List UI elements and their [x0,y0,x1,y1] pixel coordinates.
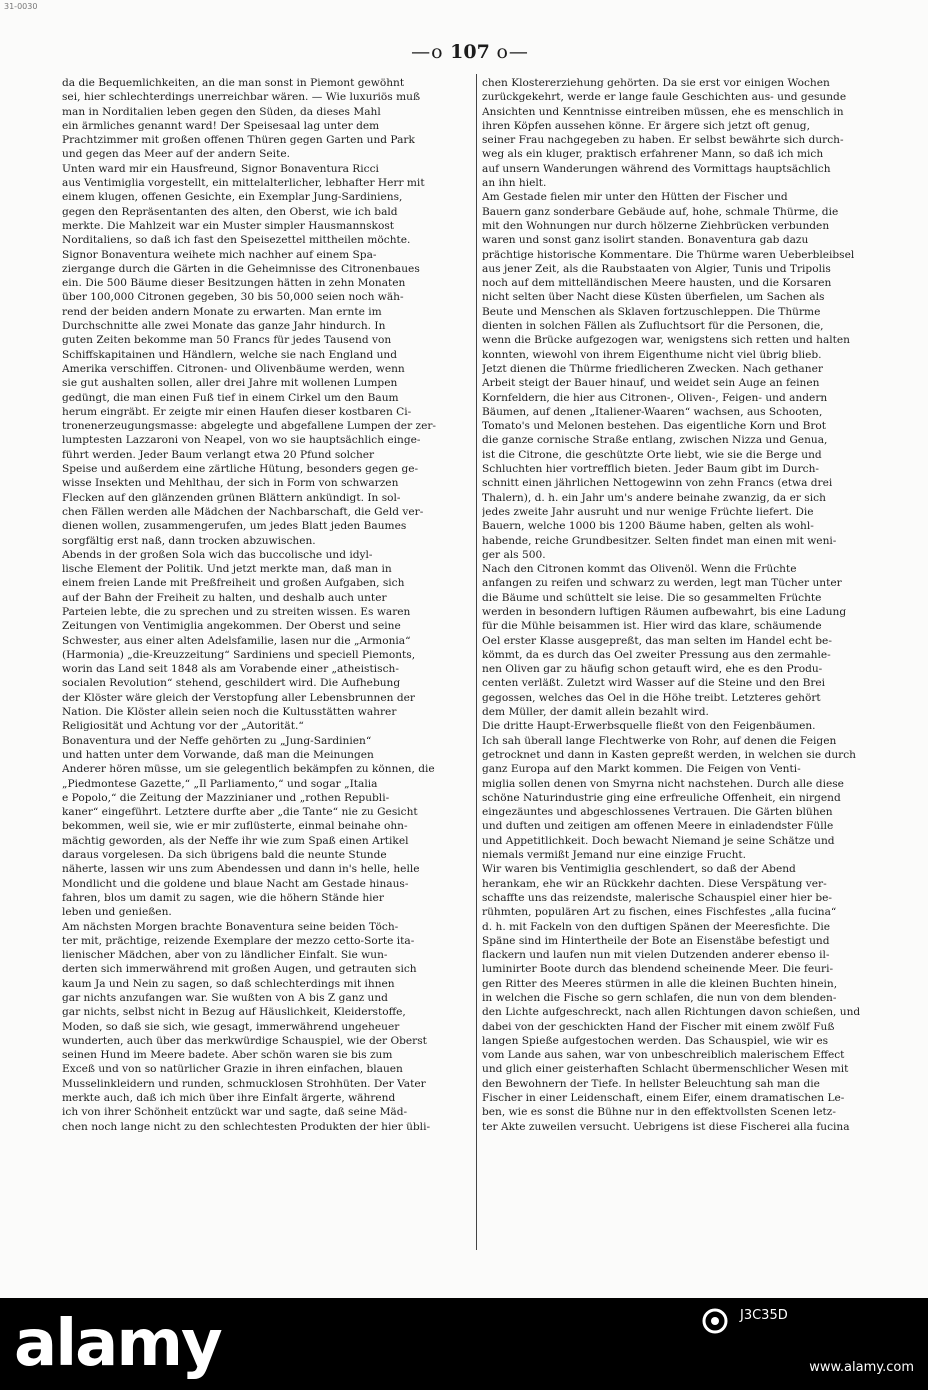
text-line: guten Zeiten bekomme man 50 Francs für jedes Tausend von [62,334,392,347]
text-line: den Bewohnern der Tiefe. In hellster Beleuchtung sah man die [482,1077,820,1090]
text-line: Am Gestade fielen mir unter den Hütten der Fischer und [482,191,788,204]
text-line: gegen den Repräsentanten des alten, den Oberst, wie ich bald [62,205,398,218]
text-line: Norditaliens, so daß ich fast den Speisezettel mittheilen möchte. [62,234,411,247]
text-line: ziergange durch die Gärten in die Geheimnisse des Citronenbaues [62,262,420,275]
text-line: chen Fällen werden alle Mädchen der Nachbarschaft, die Geld ver- [62,505,424,518]
text-line: ganz Europa auf den Markt kommen. Die Feigen von Venti- [482,763,801,776]
text-line: niemals vermißt Jemand nur eine einzige Frucht. [482,849,747,862]
text-line: lienischer Mädchen, aber von zu ländlicher Einfalt. Sie wun- [62,949,388,962]
text-line: Späne sind im Hintertheile der Bote an Eisenstäbe befestigt und [482,934,830,947]
text-line: sorgfältig erst naß, dann trocken abzuwischen. [62,534,316,547]
text-line: dienten in solchen Fällen als Zufluchtsort für die Personen, die, [482,320,824,333]
text-line: Beute und Menschen als Sklaven fortzuschleppen. Die Thürme [482,305,821,318]
text-line: schnitt einen jährlichen Nettogewinn von zehn Francs (etwa drei [482,477,833,490]
text-line: leben und genießen. [62,906,172,919]
text-line: Moden, so daß sie sich, wie gesagt, immerwährend ungeheuer [62,1020,400,1033]
text-line: die ganze cornische Straße entlang, zwischen Nizza und Genua, [482,434,828,447]
page-number: 107 [450,41,490,63]
text-line: Bäumen, auf denen „Italiener-Waaren“ wachsen, aus Schooten, [482,405,823,418]
text-line: Religiosität und Achtung vor der „Autorität.“ [62,720,304,733]
text-line: für die Mühle beisammen ist. Hier wird das klare, schäumende [482,620,822,633]
text-line: wenn die Brücke aufgezogen war, wenigstens sich retten und halten [482,334,850,347]
text-line: nen Oliven gar zu häufig schon getauft wird, ehe es den Produ- [482,663,823,676]
text-line: mächtig geworden, als der Neffe ihr wie zum Spaß einen Artikel [62,834,409,847]
page-header [60,40,880,64]
text-line: rend der beiden andern Monate zu erwarten. Man ernte im [62,305,382,318]
text-line: führt werden. Jeder Baum verlangt etwa 20 Pfund solcher [62,448,375,461]
text-line: anfangen zu reifen und schwarz zu werden, legt man Tücher unter [482,577,842,590]
text-line: wisse Insekten und Mehlthau, der sich in Form von schwarzen [62,477,399,490]
text-line: den Lichte aufgeschreckt, nach allen Richtungen davon schießen, und [482,1006,861,1019]
text-line: Ich sah überall lange Flechtwerke von Rohr, auf denen die Feigen [482,734,837,747]
text-line: Unten ward mir ein Hausfreund, Signor Bonaventura Ricci [62,162,379,175]
text-line: Prachtzimmer mit großen offenen Thüren gegen Garten und Park [62,134,415,147]
text-line: ben, wie es sonst die Bühne nur in den effektvollsten Scenen letz- [482,1106,836,1119]
text-line: Schluchten hier vortrefflich bieten. Jeder Baum gibt im Durch- [482,463,820,476]
brand-logo: alamy [14,1307,221,1381]
text-line: Abends in der großen Sola wich das buccolische und idyl- [62,548,373,561]
text-line: mit den Wohnungen nur durch hölzerne Ziehbrücken verbunden [482,219,830,232]
text-line: langen Spieße aufgestochen werden. Das Schauspiel, wie wir es [482,1034,829,1047]
text-line: über 100,000 Citronen gegeben, 30 bis 50,000 seien noch wäh- [62,291,404,304]
text-line: ein ärmliches genannt ward! Der Speisesaal lag unter dem [62,119,380,132]
text-line: Exceß und von so natürlicher Grazie in ihren einfachen, blauen [62,1063,403,1076]
text-line: Amerika verschiffen. Citronen- und Olivenbäume werden, wenn [62,362,405,375]
text-line: chen noch lange nicht zu den schlechtesten Produkten der hier übli- [62,1120,431,1133]
text-line: dabei von der geschickten Hand der Fischer mit einem zwölf Fuß [482,1020,835,1033]
text-line: schöne Naturindustrie ging eine erfreuliche Offenheit, ein nirgend [482,791,841,804]
text-line: einem klugen, offenen Gesichte, ein Exemplar Jung-Sardiniens, [62,191,403,204]
text-line: socialen Revolution“ stehend, geschildert wird. Die Aufhebung [62,677,401,690]
text-line: auf der Bahn der Freiheit zu halten, und deshalb auch unter [62,591,387,604]
text-line: getrocknet und dann in Kasten gepreßt werden, in welchen sie durch [482,748,856,761]
text-line: herum eingräbt. Er zeigte mir einen Haufen dieser kostbaren Ci- [62,405,412,418]
text-line: ich von ihrer Schönheit entzückt war und sagte, daß seine Mäd- [62,1106,408,1119]
text-line: lische Element der Politik. Und jetzt merkte man, daß man in [62,563,392,576]
text-line: Kornfeldern, die hier aus Citronen-, Oliven-, Feigen- und andern [482,391,828,404]
left-column [62,76,470,1248]
text-line: Nation. Die Klöster allein seien noch die Kultusstätten wahrer [62,706,397,719]
text-line: an ihn hielt. [482,177,547,190]
stock-image-id: J3C35D [740,1308,788,1323]
text-line: gedüngt, die man einen Fuß tief in einem Cirkel um den Baum [62,391,399,404]
text-line: centen verläßt. Zuletzt wird Wasser auf die Steine und den Brei [482,677,826,690]
text-line: konnten, wiewohl von ihrem Eigenthume nicht viel übrig blieb. [482,348,822,361]
text-line: und hatten unter dem Vorwande, daß man die Meinungen [62,748,374,761]
text-line: „Piedmontese Gazette,“ „Il Parliamento,“ und sogar „Italia [62,777,378,790]
text-line: fahren, blos um damit zu sagen, wie die höhern Stände hier [62,891,384,904]
text-line: luminirter Boote durch das blendend scheinende Meer. Die feuri- [482,963,834,976]
text-line: Zeitungen von Ventimiglia angekommen. Der Oberst und seine [62,620,401,633]
stock-url: www.alamy.com [809,1360,914,1375]
text-line: Bonaventura und der Neffe gehörten zu „Jung-Sardinien“ [62,734,372,747]
text-line: Am nächsten Morgen brachte Bonaventura seine beiden Töch- [62,920,399,933]
text-line: habende, reiche Grundbesitzer. Selten findet man einen mit weni- [482,534,837,547]
text-line: ger als 500. [482,548,546,561]
text-line: gen Ritter des Meeres stürmen in alle die kleinen Buchten hinein, [482,977,838,990]
text-line: weg als ein kluger, praktisch erfahrener Mann, so daß ich mich [482,148,824,161]
text-line: Speise und außerdem eine zärtliche Hütung, besonders gegen ge- [62,463,419,476]
text-line: Die dritte Haupt-Erwerbsquelle fließt von den Feigenbäumen. [482,720,816,733]
header-dash-left: —o [411,41,444,63]
text-line: werden in besondern luftigen Räumen aufbewahrt, bis eine Ladung [482,605,847,618]
text-line: kaum Ja und Nein zu sagen, so daß schlechterdings mit ihnen [62,977,395,990]
text-line: prächtige historische Kommentare. Die Thürme waren Ueberbleibsel [482,248,855,261]
text-line: und gegen das Meer auf der andern Seite. [62,148,290,161]
text-line: sei, hier schlechterdings unerreichbar wären. — Wie luxuriös muß [62,91,421,104]
text-line: merkte. Die Mahlzeit war ein Muster simpler Hausmannskost [62,219,395,232]
text-line: sie gut aushalten sollen, aller drei Jahre mit wollenen Lumpen [62,377,398,390]
text-line: Durchschnitte alle zwei Monate das ganze Jahr hindurch. In [62,320,386,333]
text-line: eingezäuntes und abgeschlossenes Vertrauen. Die Gärten blühen [482,806,833,819]
text-line: gegossen, welches das Oel in die Höhe treibt. Letzteres gehört [482,691,821,704]
text-line: herankam, ehe wir an Rückkehr dachten. Diese Verspätung ver- [482,877,827,890]
text-line: flackern und laufen nun mit vielen Dutzenden anderer ebenso il- [482,949,830,962]
text-line: Fischer in einer Leidenschaft, einem Eifer, einem dramatischen Le- [482,1092,845,1105]
text-line: ter Akte zuweilen versucht. Uebrigens ist diese Fischerei alla fucina [482,1120,850,1133]
text-line: Schwester, aus einer alten Adelsfamilie, lasen nur die „Armonia“ [62,634,411,647]
text-line: der Klöster wäre gleich der Verstopfung aller Lebensbrunnen der [62,691,415,704]
text-line: Tomato's und Melonen bestehen. Das eigentliche Korn und Brot [482,420,827,433]
text-line: seinen Hund im Meere badete. Aber schön waren sie bis zum [62,1049,393,1062]
text-line: dienen wollen, zusammengerufen, um jedes Blatt jeden Baumes [62,520,407,533]
text-line: vom Lande aus sahen, war von unbeschreiblich malerischem Effect [482,1049,845,1062]
text-line: bekommen, weil sie, wie er mir zuflüsterte, einmal beinahe ohn- [62,820,408,833]
text-line: aus jener Zeit, als die Raubstaaten von Algier, Tunis und Tripolis [482,262,831,275]
text-line: e Popolo,“ die Zeitung der Mazzinianer und „rothen Republi- [62,791,390,804]
text-line: Bauern, welche 1000 bis 1200 Bäume haben, gelten als wohl- [482,520,814,533]
text-line: Jetzt dienen die Thürme friedlicheren Zwecken. Nach gethaner [482,362,823,375]
text-line: ist die Citrone, die geschützte Orte liebt, wie sie die Berge und [482,448,822,461]
text-line: jedes zweite Jahr ausruht und nur wenige Früchte liefert. Die [482,505,814,518]
text-line: die Bäume und schüttelt sie leise. Die so gesammelten Früchte [482,591,822,604]
text-line: Nach den Citronen kommt das Olivenöl. Wenn die Früchte [482,563,797,576]
text-line: gar nichts anzufangen war. Sie wußten von A bis Z ganz und [62,992,388,1004]
text-line: Arbeit steigt der Bauer hinauf, und weidet sein Auge an feinen [482,377,820,390]
column-divider [476,74,477,1250]
header-dash-right: o— [496,41,529,63]
sheet-id: 31-0030 [4,2,38,11]
text-line: näherte, lassen wir uns zum Abendessen und dann in's helle, helle [62,863,420,876]
text-line: kaner“ eingeführt. Letztere durfte aber „die Tante“ nie zu Gesicht [62,806,418,819]
text-line: und Appetitlichkeit. Doch bewacht Niemand je seine Schätze und [482,834,835,847]
text-line: Flecken auf den glänzenden grünen Blättern ankündigt. In sol- [62,491,401,504]
text-line: Mondlicht und die goldene und blaue Nacht am Gestade hinaus- [62,877,409,890]
text-line: tronenerzeugungsmasse: abgelegte und abgefallene Lumpen der zer- [62,420,436,433]
watermark-bar [0,1298,928,1390]
text-line: rühmten, populären Art zu fischen, eines Fischfestes „alla fucina“ [482,906,837,919]
text-line: ihren Köpfen aussehen könne. Er ärgere sich jetzt oft genug, [482,119,810,132]
text-line: lumptesten Lazzaroni von Neapel, von wo sie hauptsächlich einge- [62,434,421,447]
text-line: und duften und zeitigen am offenen Meere in einladendster Fülle [482,820,834,833]
text-line: dem Müller, der damit allein bezahlt wird. [482,706,709,719]
text-line: Bauern ganz sonderbare Gebäude auf, hohe, schmale Thürme, die [482,205,839,218]
text-line: d. h. mit Fackeln von den duftigen Spänen der Meeresfichte. Die [482,920,830,933]
text-line: Thalern), d. h. ein Jahr um's andere beinahe zwanzig, da er sich [482,491,826,504]
right-column [482,76,880,1248]
text-line: merkte auch, daß ich mich über ihre Einfalt ärgerte, während [62,1092,396,1105]
text-line: Musselinkleidern und runden, schmucklosen Strohhüten. Der Vater [62,1077,426,1090]
text-line: Signor Bonaventura weihete mich nachher auf einem Spa- [62,248,377,261]
text-line: seiner Frau nachgegeben zu haben. Er selbst bewährte sich durch- [482,134,844,147]
text-line: (Harmonia) „die-Kreuzzeitung“ Sardiniens und speciell Piemonts, [62,648,416,661]
text-line: Wir waren bis Ventimiglia geschlendert, so daß der Abend [482,863,796,876]
text-line: noch auf dem mittelländischen Meere hausten, und die Korsaren [482,277,832,290]
text-line: daraus vorgelesen. Da sich übrigens bald die neunte Stunde [62,849,387,862]
text-line: zurückgekehrt, werde er lange faule Geschichten aus- und gesunde [482,91,847,104]
text-line: aus Ventimiglia vorgestellt, ein mittelalterlicher, lebhafter Herr mit [62,177,425,190]
text-line: Parteien lebte, die zu sprechen und zu streiten wissen. Es waren [62,605,411,618]
text-line: gar nichts, selbst nicht in Bezug auf Häuslichkeit, Kleiderstoffe, [62,1006,406,1019]
text-line: kömmt, da es durch das Oel zweiter Pressung aus den zermahle- [482,648,831,661]
text-line: derten sich immerwährend mit großen Augen, und getrauten sich [62,963,417,976]
text-line: nicht selten über Nacht diese Küsten überfielen, um Sachen als [482,291,825,304]
text-line: in welchen die Fische so gern schlafen, die nun von dem blenden- [482,992,837,1004]
text-line: miglia sollen denen von Smyrna nicht nachstehen. Durch alle diese [482,777,844,790]
text-line: da die Bequemlichkeiten, an die man sonst in Piemont gewöhnt [62,77,405,89]
text-line: ein. Die 500 Bäume dieser Besitzungen hätten in zehn Monaten [62,277,406,290]
text-line: Oel erster Klasse ausgepreßt, das man selten im Handel echt be- [482,634,832,647]
text-line: Ansichten und Kenntnisse eintreiben müssen, ehe es menschlich in [482,105,844,118]
text-line: chen Klostererziehung gehörten. Da sie erst vor einigen Wochen [482,77,830,89]
text-line: waren und sonst ganz isolirt standen. Bonaventura gab dazu [482,234,809,247]
text-line: worin das Land seit 1848 als am Vorabende einer „atheistisch- [62,663,399,676]
text-line: Anderer hören müsse, um sie gelegentlich bekämpfen zu können, die [62,763,435,776]
text-line: schaffte uns das reizendste, malerische Schauspiel einer hier be- [482,891,832,904]
text-line: und glich einer geisterhaften Schlacht übermenschlicher Wesen mit [482,1063,849,1076]
text-line: einem freien Lande mit Preßfreiheit und großen Aufgaben, sich [62,577,405,590]
text-line: wunderten, auch über das merkwürdige Schauspiel, wie der Oberst [62,1034,427,1047]
text-line: auf unsern Wanderungen während des Vormittags hauptsächlich [482,162,831,175]
text-line: man in Norditalien leben gegen den Süden, da dieses Mahl [62,105,381,118]
text-line: ter mit, prächtige, reizende Exemplare der mezzo cetto-Sorte ita- [62,934,415,947]
text-line: Schiffskapitainen und Händlern, welche sie nach England und [62,348,398,361]
alamy-mark-icon [700,1306,730,1336]
